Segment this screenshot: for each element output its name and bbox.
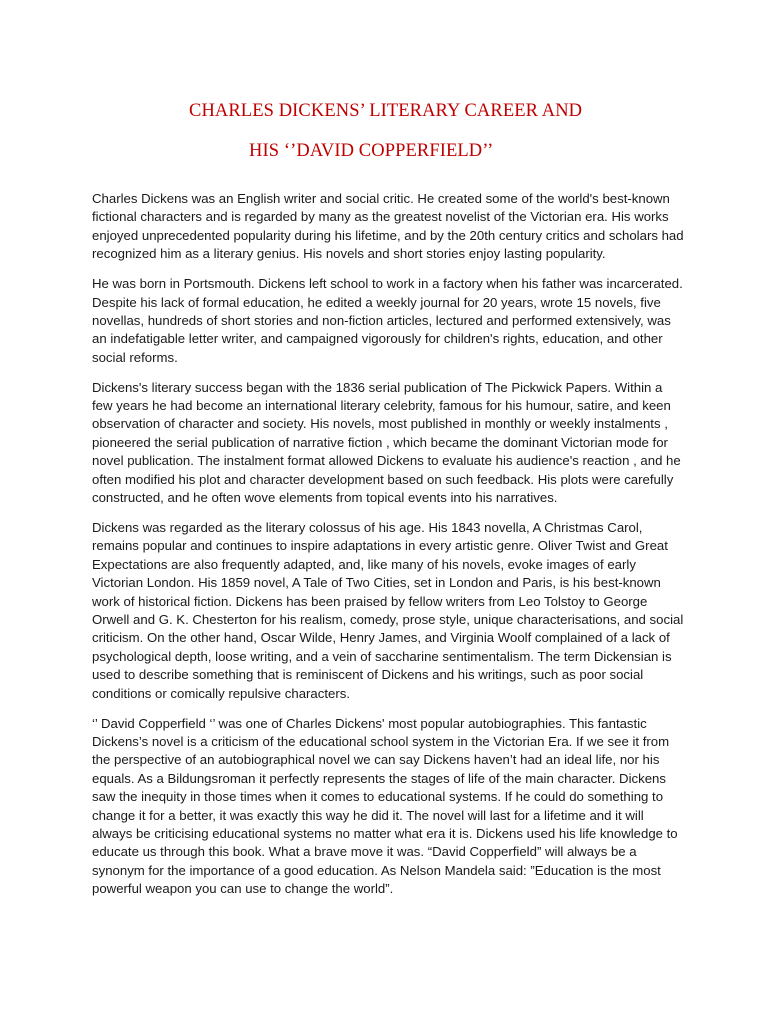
paragraph-4: Dickens was regarded as the literary colossus of his age. His 1843 novella, A Christmas Carol, remains popular and continues to inspire adaptations in every artistic genre. Oliver Twist and Great Expectations are also frequently adapted, and, like many of his novels, evoke images of early Victorian London. His 1859 novel, A Tale of Two Cities, set in London and Paris, is his best-known work of historical fiction. Dickens has been praised by fellow writers from Leo Tolstoy to George Orwell and G. K. Chesterton for his realism, comedy, prose style, unique characterisations, and social criticism. On the other hand, Oscar Wilde, Henry James, and Virginia Woolf complained of a lack of psychological depth, loose writing, and a vein of saccharine sentimentalism. The term Dickensian is used to describe something that is reminiscent of Dickens and his writings, such as poor social conditions or comically repulsive characters. — [92, 520, 684, 701]
document-body — [92, 190, 686, 910]
document-title-line-1: CHARLES DICKENS’ LITERARY CAREER AND — [189, 101, 583, 121]
paragraph-1: Charles Dickens was an English writer and social critic. He created some of the world's best-known fictional characters and is regarded by many as the greatest novelist of the Victorian era. His works enjoyed unprecedented popularity during his lifetime, and by the 20th century critics and scholars had recognized him as a literary genius. His novels and short stories enjoy lasting popularity. — [92, 191, 684, 262]
paragraph-3: Dickens's literary success began with the 1836 serial publication of The Pickwick Papers. Within a few years he had become an international literary celebrity, famous for his humour, satire, and keen observation of character and society. His novels, most published in monthly or weekly instalments , pioneered the serial publication of narrative fiction , which became the dominant Victorian mode for novel publication. The instalment format allowed Dickens to evaluate his audience's reaction , and he often modified his plot and character development based on such feedback. His plots were carefully constructed, and he often wove elements from topical events into his narratives. — [92, 379, 681, 506]
paragraph-2: He was born in Portsmouth. Dickens left school to work in a factory when his father was incarcerated. Despite his lack of formal education, he edited a weekly journal for 20 years, wrote 15 novels, five novellas, hundreds of short stories and non-fiction articles, lectured and performed extensively, was an indefatigable letter writer, and campaigned vigorously for children's rights, education, and other social reforms. — [92, 276, 683, 365]
document-title-line-2: HIS ‘’DAVID COPPERFIELD’’ — [249, 141, 494, 161]
paragraph-5: ‘’ David Copperfield ‘’ was one of Charles Dickens' most popular autobiographies. This fantastic Dickens’s novel is a criticism of the educational school system in the Victorian Era. If we see it from the perspective of an autobiographical novel we can say Dickens haven’t had an ideal life, nor his equals. As a Bildungsroman it perfectly represents the stages of life of the main character. Dickens saw the inequity in those times when it comes to educational systems. If he could do something to change it for a better, it was exactly this way he did it. The novel will last for a lifetime and it will always be criticising educational systems no matter what era it is. Dickens used his life knowledge to educate us through this book. What a brave move it was. “David Copperfield” will always be a synonym for the importance of a good education. As Nelson Mandela said: ”Education is the most powerful weapon you can use to change the world”. — [92, 715, 678, 897]
